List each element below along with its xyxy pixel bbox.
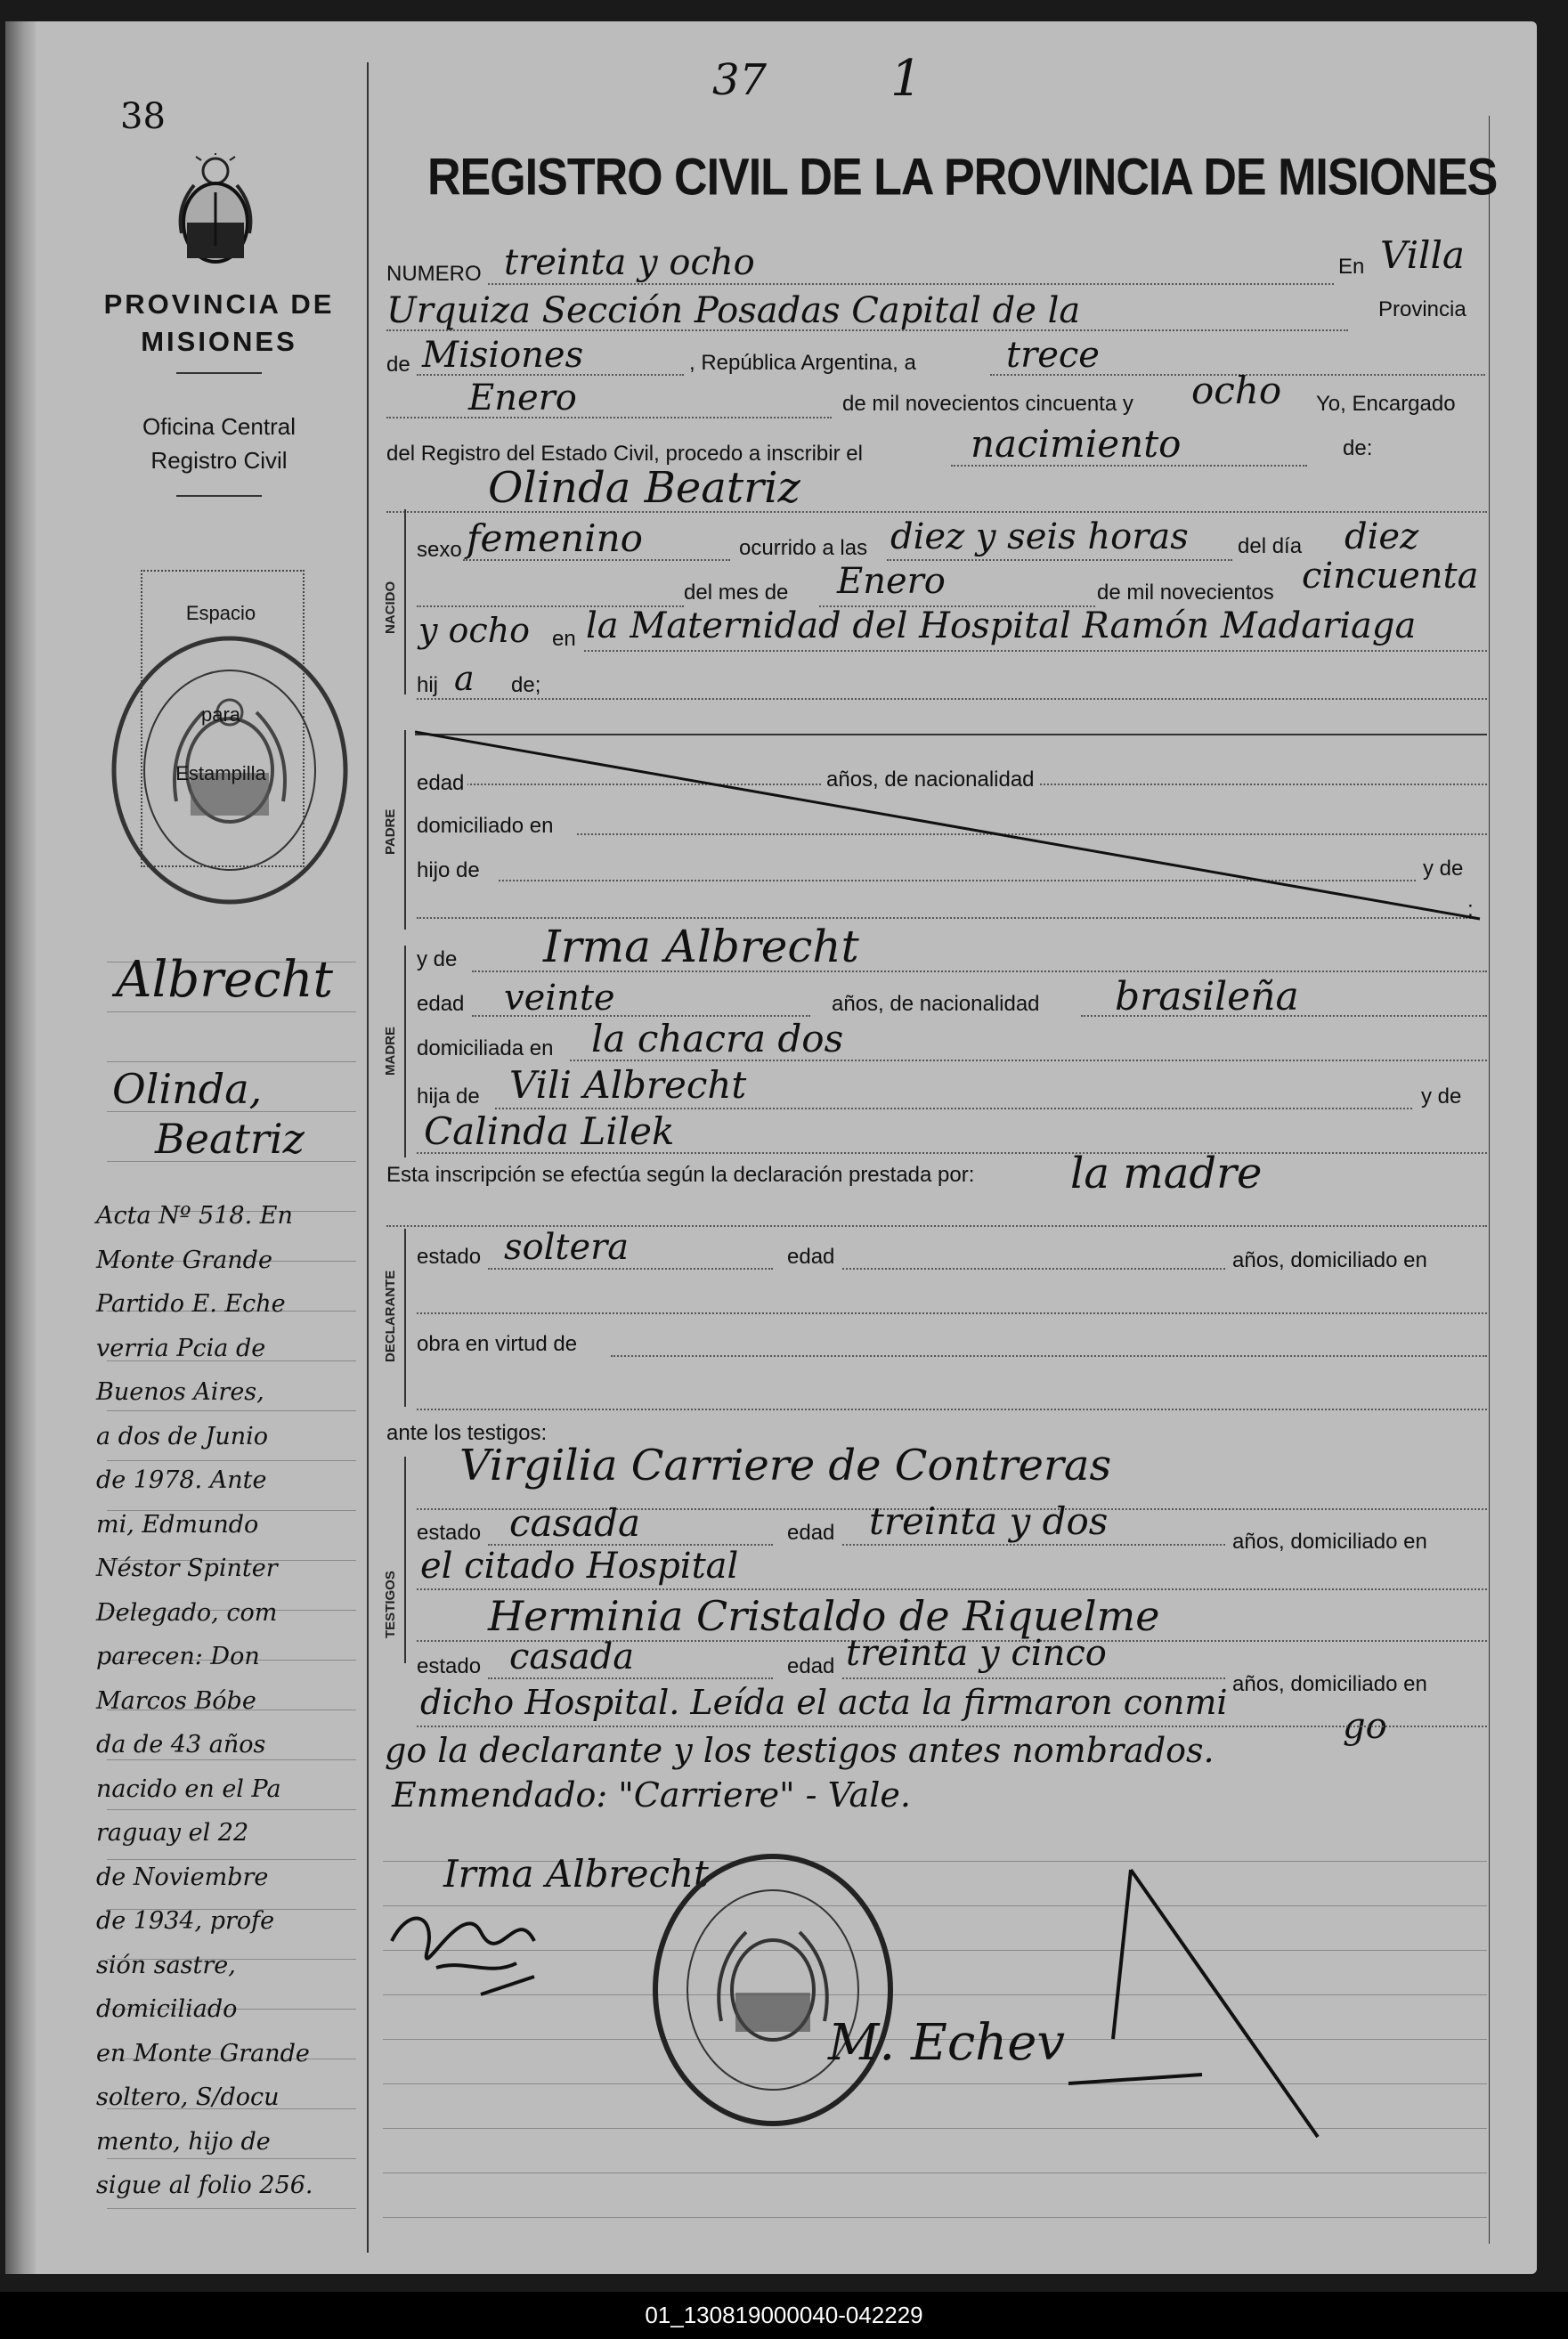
nacido-bracket — [404, 509, 406, 694]
testigo1-domicilio-line — [417, 1588, 1487, 1590]
testigo1-estado-hw: casada — [509, 1501, 641, 1545]
sidebar-note-line: parecen: Don — [96, 1643, 260, 1670]
hijo-label: hij — [417, 673, 439, 697]
sidebar-divider-2 — [176, 495, 262, 497]
declarante-estado-label: estado — [417, 1245, 482, 1269]
testigo2-estado-hw: casada — [509, 1636, 635, 1677]
sidebar-note-line: domiciliado — [96, 1995, 238, 2023]
sidebar-firstname-hw: Olinda, — [112, 1065, 263, 1113]
signature-flourish — [1051, 1861, 1353, 2164]
sidebar-ruled-line — [107, 2208, 356, 2209]
signature-2-scrawl — [383, 1879, 614, 2003]
sidebar-note-line: Monte Grande — [96, 1246, 272, 1274]
sidebar-note-line: verria Pcia de — [96, 1334, 266, 1362]
en-lugar-label: en — [552, 627, 576, 651]
declarante-line-4 — [417, 1409, 1487, 1410]
madre-yde2-label: y de — [1421, 1084, 1462, 1109]
sidebar-note-line: sión sastre, — [96, 1951, 236, 1979]
sidebar-ruled-line — [107, 1011, 356, 1012]
en-value-hw: Villa — [1380, 233, 1465, 277]
madre-domicilio-label: domiciliada en — [417, 1036, 554, 1060]
national-coat-of-arms-icon — [175, 153, 256, 271]
sidebar-note-line: raguay el 22 — [96, 1819, 249, 1847]
madre-yde-label: y de — [417, 947, 458, 971]
padre-domicilio-label: domiciliado en — [417, 814, 554, 838]
hijo-de-label: de; — [511, 673, 541, 697]
testigo1-edad-line — [842, 1544, 1225, 1546]
hijo-de-line — [417, 698, 1487, 700]
madre-madre-hw: Calinda Lilek — [424, 1109, 675, 1153]
sidebar-ruled-line — [107, 1410, 356, 1411]
lugar-value-hw: la Maternidad del Hospital Ramón Madariaga — [586, 605, 1417, 646]
stamp-box-label1: Espacio — [185, 602, 256, 624]
testigo1-edad-label: edad — [787, 1521, 835, 1545]
testigo1-edad-hw: treinta y dos — [869, 1499, 1109, 1543]
office-line1: Oficina Central — [142, 413, 296, 440]
de-mil-novecientos-label: de mil novecientos — [1097, 581, 1274, 605]
de-label: de — [386, 353, 410, 377]
child-name-hw: Olinda Beatriz — [488, 463, 800, 513]
testigo2-domicilio-line — [417, 1726, 1487, 1727]
sexo-line — [463, 559, 730, 561]
testigo1-name-hw: Virgilia Carriere de Contreras — [459, 1441, 1112, 1490]
province-name-line2: MISIONES — [141, 326, 297, 357]
closing-hw-tail: go — [1343, 1706, 1387, 1747]
ocurrido-label: ocurrido a las — [739, 536, 868, 560]
testigo2-anios-label: años, domiciliado en — [1232, 1672, 1427, 1696]
sidebar-ruled-line — [107, 1759, 356, 1760]
madre-bracket — [404, 946, 406, 1157]
madre-name-hw: Irma Albrecht — [543, 921, 859, 972]
numero-line — [488, 283, 1334, 285]
madre-edad-label: edad — [417, 992, 465, 1016]
sidebar-note-line: de 1934, profe — [96, 1907, 275, 1935]
testigo2-estado-label: estado — [417, 1654, 482, 1678]
madre-nacionalidad-line — [1081, 1015, 1487, 1017]
testigo2-edad-hw: treinta y cinco — [846, 1633, 1107, 1674]
provincia-line — [417, 374, 684, 376]
declarante-section-label: DECLARANTE — [383, 1270, 398, 1362]
mil-label: de mil novecientos cincuenta y — [842, 392, 1133, 416]
sidebar-note-line: da de 43 años — [96, 1731, 266, 1758]
madre-hija-label: hija de — [417, 1084, 480, 1109]
sidebar-note-line: mento, hijo de — [96, 2127, 271, 2156]
closing-hw: go la declarante y los testigos antes nombrados. — [385, 1731, 1215, 1770]
sidebar-note-line: Delegado, com — [96, 1598, 278, 1627]
testigo2-edad-line — [842, 1677, 1225, 1679]
sidebar-note-line: en Monte Grande — [96, 2039, 310, 2067]
testigo1-anios-label: años, domiciliado en — [1232, 1530, 1427, 1554]
padre-bracket — [404, 730, 406, 930]
sidebar-ruled-line — [107, 1809, 356, 1810]
acto-line — [951, 465, 1307, 467]
testigos-section-label: TESTIGOS — [383, 1571, 398, 1638]
declarante-estado-hw: soltera — [504, 1227, 630, 1268]
declarante-bracket — [404, 1229, 406, 1407]
padre-edad-label: edad — [417, 771, 467, 796]
folio-mark-hw: 1 — [890, 50, 922, 108]
sidebar-ruled-line — [107, 1061, 356, 1062]
signature-1-hw: Irma Albrecht — [443, 1852, 709, 1896]
right-margin-rule — [1489, 116, 1490, 2244]
registro-label: del Registro del Estado Civil, procedo a inscribir el — [386, 442, 863, 466]
anio-value-hw: cincuenta — [1302, 556, 1479, 597]
testigo1-domicilio-hw: el citado Hospital — [420, 1546, 739, 1587]
dia-value-hw: diez — [1345, 516, 1419, 557]
enmendado-hw: Enmendado: "Carriere" - Vale. — [392, 1775, 911, 1815]
sidebar-ruled-line — [107, 1859, 356, 1860]
day-value-hw: trece — [1006, 335, 1100, 376]
acto-value-hw: nacimiento — [971, 422, 1182, 466]
main-ruled-line — [383, 2217, 1487, 2218]
declarante-hw: la madre — [1070, 1149, 1263, 1198]
provincia-label: Provincia — [1378, 297, 1466, 321]
numero-value-hw: treinta y ocho — [504, 242, 755, 283]
child-name-line — [386, 511, 1487, 513]
sidebar-note-line: sigue al folio 256. — [96, 2172, 313, 2199]
sidebar-note-line: de Noviembre — [96, 1863, 269, 1891]
stamp-box-label3: Estampilla — [175, 762, 266, 784]
testigo2-edad-label: edad — [787, 1654, 835, 1678]
sidebar-ruled-line — [107, 2158, 356, 2159]
office-line2: Registro Civil — [150, 447, 288, 474]
sidebar-note-line: Néstor Spinter — [96, 1555, 278, 1582]
sexo-label: sexo — [417, 538, 462, 562]
testigos-bracket — [404, 1457, 406, 1663]
sidebar-note-line: mi, Edmundo — [96, 1510, 259, 1539]
de-colon-label: de: — [1343, 436, 1373, 460]
declarante-edad-line — [842, 1268, 1225, 1270]
sidebar-note-line: de 1978. Ante — [96, 1466, 267, 1494]
madre-nacionalidad-hw: brasileña — [1115, 974, 1299, 1019]
hora-value-hw: diez y seis horas — [890, 516, 1189, 557]
testigos-label: ante los testigos: — [386, 1421, 548, 1445]
sidebar-note-line: Acta Nº 518. En — [96, 1202, 293, 1230]
month-value-hw: Enero — [468, 378, 577, 418]
sidebar-note-line: Buenos Aires, — [96, 1378, 264, 1406]
madre-domicilio-line — [570, 1060, 1487, 1061]
document-title: REGISTRO CIVIL DE LA PROVINCIA DE MISIONES — [427, 149, 1498, 207]
republica-label: , República Argentina, a — [689, 351, 916, 375]
sidebar-note-line: Marcos Bóbe — [96, 1686, 256, 1715]
lugar-line — [584, 650, 1487, 652]
mes-value-hw: Enero — [837, 561, 946, 602]
page-number: 38 — [120, 96, 166, 137]
hijo-value-hw: a — [454, 659, 475, 698]
testigo2-name-hw: Herminia Cristaldo de Riquelme — [488, 1592, 1160, 1640]
signature-3-hw: M. Echev — [828, 2014, 1066, 2072]
padre-semicolon: ; — [1467, 897, 1474, 922]
file-id-caption: 01_130819000040-042229 — [0, 2292, 1568, 2339]
place-line — [386, 329, 1348, 331]
declarante-anios-label: años, domiciliado en — [1232, 1248, 1427, 1272]
sidebar-ruled-line — [107, 1460, 356, 1461]
declarante-estado-line — [488, 1268, 773, 1270]
madre-anios-label: años, de nacionalidad — [832, 992, 1040, 1016]
madre-domicilio-hw: la chacra dos — [591, 1017, 844, 1060]
sidebar-note-line: a dos de Junio — [96, 1422, 268, 1450]
registry-seal-stamp-2 — [639, 1843, 906, 2137]
numero-label: NUMERO — [386, 262, 482, 286]
declarante-line-2 — [417, 1312, 1487, 1314]
padre-anios-label: años, de nacionalidad — [823, 767, 1038, 792]
obra-virtud-line — [611, 1355, 1487, 1357]
obra-virtud-label: obra en virtud de — [417, 1332, 578, 1356]
provincia-value-hw: Misiones — [422, 335, 584, 376]
place-value-hw: Urquiza Sección Posadas Capital de la — [386, 290, 1081, 331]
testigo2-domicilio-hw: dicho Hospital. Leída el acta la firmaron conmi — [420, 1683, 1228, 1722]
del-dia-label: del día — [1238, 534, 1303, 558]
folio-number-hw: 37 — [712, 55, 768, 105]
declarante-edad-label: edad — [787, 1245, 835, 1269]
month-line — [386, 417, 832, 418]
sidebar-note-line: soltero, S/docu — [96, 2083, 280, 2111]
madre-last-line — [417, 1152, 1487, 1154]
year-value-hw: ocho — [1191, 369, 1282, 412]
book-binding — [5, 21, 36, 2274]
stamp-box-label2: para — [200, 703, 241, 726]
madre-section-label: MADRE — [383, 1027, 398, 1076]
sexo-value-hw: femenino — [467, 516, 643, 560]
madre-padre-hw: Vili Albrecht — [509, 1063, 747, 1107]
column-divider — [367, 62, 369, 2253]
sidebar-note-line: Partido E. Eche — [96, 1290, 286, 1318]
sidebar-middlename-hw: Beatriz — [155, 1115, 305, 1163]
padre-yde-label: y de — [1423, 857, 1464, 881]
sidebar-note-line: nacido en el Pa — [96, 1775, 281, 1803]
del-mes-label: del mes de — [684, 581, 789, 605]
testigo2-estado-line — [488, 1677, 773, 1679]
padre-hijo-label: hijo de — [417, 858, 480, 882]
madre-edad-hw: veinte — [504, 978, 615, 1019]
nacido-section-label: NACIDO — [383, 581, 398, 634]
anio2-value-hw: y ocho — [418, 611, 531, 650]
inscripcion-label: Esta inscripción se efectúa según la declaración prestada por: — [386, 1163, 975, 1187]
yo-encargado-label: Yo, Encargado — [1316, 392, 1456, 416]
padre-section-label: PADRE — [383, 808, 398, 855]
testigo1-estado-label: estado — [417, 1521, 482, 1545]
madre-name-line — [472, 971, 1487, 972]
en-label: En — [1338, 255, 1365, 279]
padre-cancel-stroke — [415, 728, 1489, 924]
sidebar-divider — [176, 372, 262, 374]
sidebar-surname-hw: Albrecht — [116, 951, 334, 1009]
province-name-line1: PROVINCIA DE — [103, 288, 335, 320]
